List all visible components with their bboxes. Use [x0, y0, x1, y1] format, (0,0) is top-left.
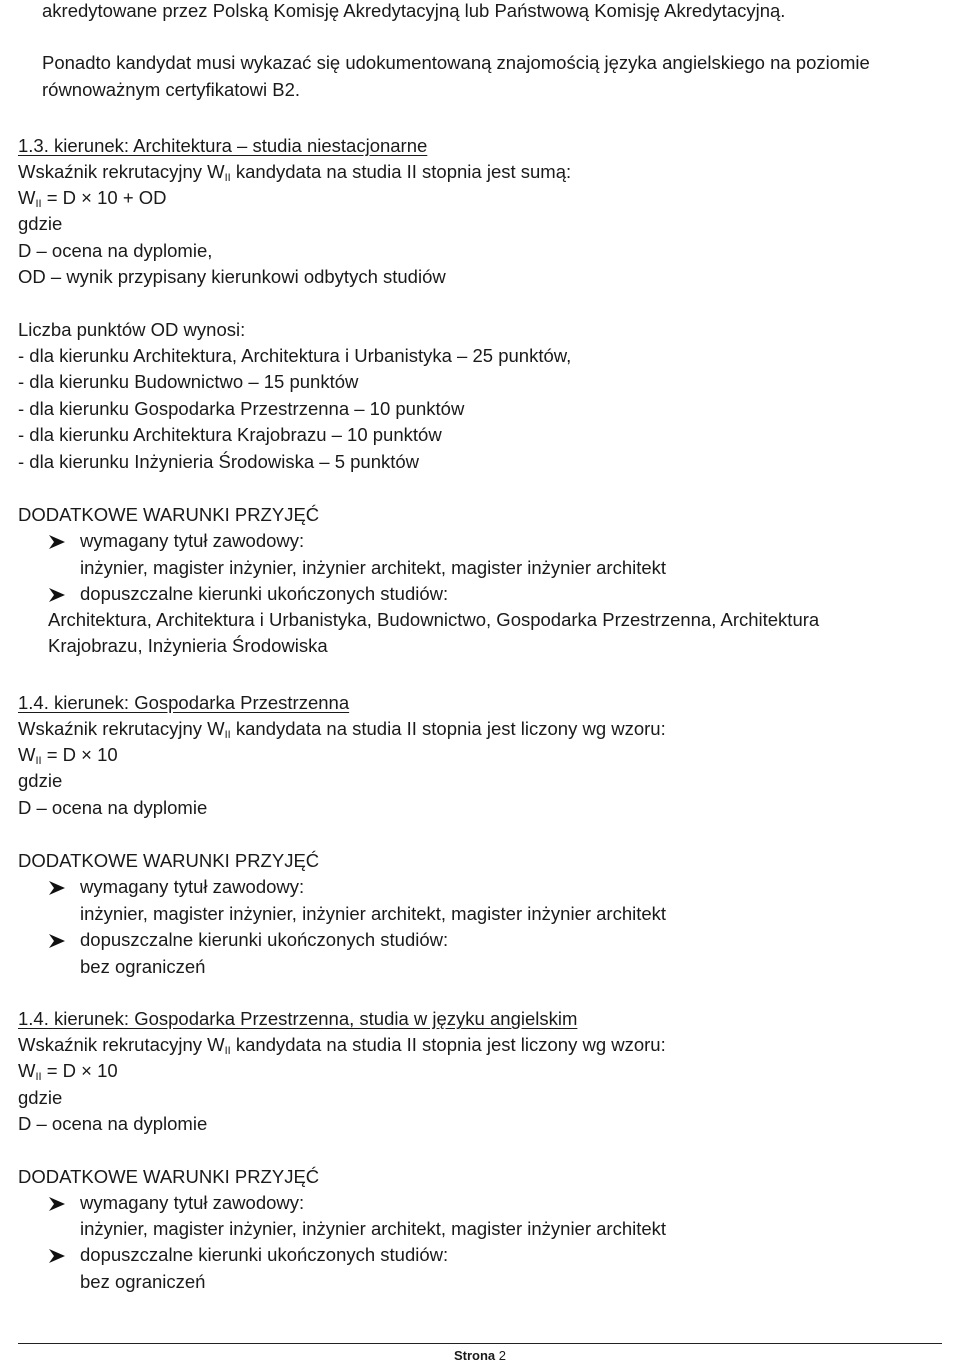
- allowed-fields-label: dopuszczalne kierunki ukończonych studiów:: [80, 583, 449, 604]
- arrow-bullet-icon: [46, 584, 68, 606]
- conditions-title: DODATKOWE WARUNKI PRZYJĘĆ: [18, 504, 320, 525]
- allowed-fields-value-cont: Krajobrazu, Inżynieria Środowiska: [48, 635, 328, 656]
- conditions-title: DODATKOWE WARUNKI PRZYJĘĆ: [18, 850, 320, 871]
- index-subscript: II: [224, 1045, 231, 1057]
- section-1-4-en-gdzie: gdzie: [18, 1087, 63, 1108]
- formula-var: W: [18, 187, 36, 208]
- section-1-3-def-d: D – ocena na dyplomie,: [18, 240, 213, 261]
- conditions-title: DODATKOWE WARUNKI PRZYJĘĆ: [18, 1166, 320, 1187]
- points-item: - dla kierunku Gospodarka Przestrzenna – 10 punktów: [18, 398, 465, 419]
- section-1-4-en-def-d: D – ocena na dyplomie: [18, 1113, 208, 1134]
- intro-line-1: akredytowane przez Polską Komisję Akredytacyjną lub Państwową Komisję Akredytacyjną.: [42, 0, 786, 21]
- index-subscript: II: [224, 172, 231, 184]
- allowed-fields-value: bez ograniczeń: [80, 956, 206, 977]
- index-text-rest: kandydata na studia II stopnia jest sumą:: [230, 161, 572, 182]
- allowed-fields-value: Architektura, Architektura i Urbanistyka, Budownictwo, Gospodarka Przestrzenna, Architektura: [48, 609, 820, 630]
- section-1-4-index-line: [18, 718, 666, 740]
- formula-subscript: II: [35, 1071, 42, 1083]
- required-title-label: wymagany tytuł zawodowy:: [80, 530, 305, 551]
- formula-rest: = D × 10 + OD: [41, 187, 167, 208]
- section-1-3-def-od: OD – wynik przypisany kierunkowi odbytych studiów: [18, 266, 446, 287]
- index-text-rest: kandydata na studia II stopnia jest liczony wg wzoru:: [230, 1034, 666, 1055]
- footer-divider: [18, 1343, 942, 1344]
- allowed-fields-value: bez ograniczeń: [80, 1271, 206, 1292]
- intro-line-3: równoważnym certyfikatowi B2.: [42, 79, 301, 100]
- points-item: - dla kierunku Budownictwo – 15 punktów: [18, 371, 359, 392]
- arrow-bullet-icon: [46, 1245, 68, 1267]
- points-item: - dla kierunku Architektura, Architektura i Urbanistyka – 25 punktów,: [18, 345, 572, 366]
- arrow-bullet-icon: [46, 877, 68, 899]
- page-number: 2: [498, 1348, 507, 1363]
- section-1-4-formula: [18, 744, 118, 766]
- required-title-value: inżynier, magister inżynier, inżynier architekt, magister inżynier architekt: [80, 1218, 667, 1239]
- points-item: - dla kierunku Inżynieria Środowiska – 5 punktów: [18, 451, 420, 472]
- section-1-3-gdzie: gdzie: [18, 213, 63, 234]
- formula-var: W: [18, 744, 36, 765]
- index-text: Wskaźnik rekrutacyjny W: [18, 161, 225, 182]
- formula-subscript: II: [35, 755, 42, 767]
- arrow-bullet-icon: [46, 930, 68, 952]
- page-footer: [0, 1347, 960, 1365]
- formula-subscript: II: [35, 198, 42, 210]
- intro-line-2: Ponadto kandydat musi wykazać się udokumentowaną znajomością języka angielskiego na poziomie: [42, 52, 870, 73]
- required-title-label: wymagany tytuł zawodowy:: [80, 876, 305, 897]
- formula-var: W: [18, 1060, 36, 1081]
- required-title-label: wymagany tytuł zawodowy:: [80, 1192, 305, 1213]
- section-1-4-heading: 1.4. kierunek: Gospodarka Przestrzenna: [18, 692, 350, 713]
- points-title: Liczba punktów OD wynosi:: [18, 319, 246, 340]
- formula-rest: = D × 10: [41, 744, 118, 765]
- section-1-4-gdzie: gdzie: [18, 770, 63, 791]
- index-text-rest: kandydata na studia II stopnia jest liczony wg wzoru:: [230, 718, 666, 739]
- allowed-fields-label: dopuszczalne kierunki ukończonych studiów:: [80, 929, 449, 950]
- section-1-4-en-heading: 1.4. kierunek: Gospodarka Przestrzenna, studia w języku angielskim: [18, 1008, 578, 1029]
- section-1-3-heading: 1.3. kierunek: Architektura – studia niestacjonarne: [18, 135, 428, 156]
- section-1-4-en-index-line: [18, 1034, 666, 1056]
- required-title-value: inżynier, magister inżynier, inżynier architekt, magister inżynier architekt: [80, 903, 667, 924]
- section-1-4-en-formula: [18, 1060, 118, 1082]
- section-1-4-def-d: D – ocena na dyplomie: [18, 797, 208, 818]
- arrow-bullet-icon: [46, 1193, 68, 1215]
- arrow-bullet-icon: [46, 531, 68, 553]
- required-title-value: inżynier, magister inżynier, inżynier architekt, magister inżynier architekt: [80, 557, 667, 578]
- footer-label: Strona: [453, 1348, 496, 1363]
- index-subscript: II: [224, 729, 231, 741]
- index-text: Wskaźnik rekrutacyjny W: [18, 1034, 225, 1055]
- section-1-3-index-line: [18, 161, 571, 183]
- index-text: Wskaźnik rekrutacyjny W: [18, 718, 225, 739]
- points-item: - dla kierunku Architektura Krajobrazu – 10 punktów: [18, 424, 442, 445]
- section-1-3-formula: [18, 187, 167, 209]
- formula-rest: = D × 10: [41, 1060, 118, 1081]
- allowed-fields-label: dopuszczalne kierunki ukończonych studiów:: [80, 1244, 449, 1265]
